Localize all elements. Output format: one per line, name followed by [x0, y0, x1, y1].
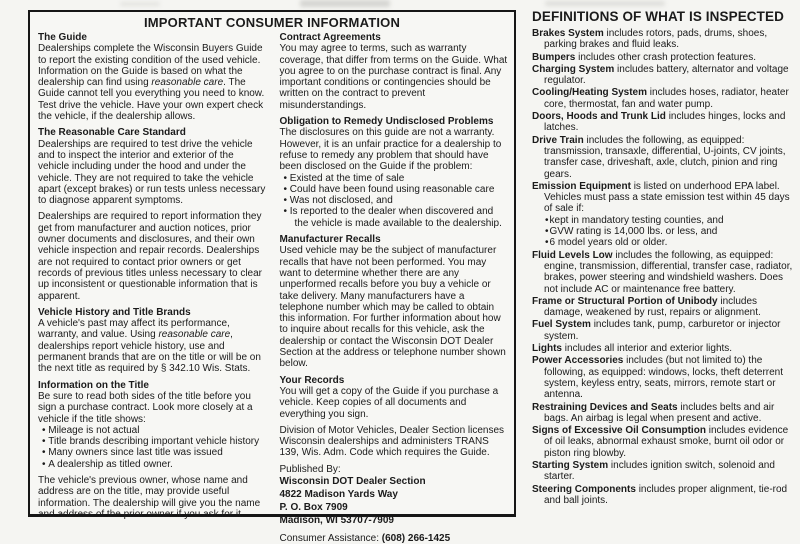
definition-text: includes battery, alternator and voltage regulator. [544, 63, 789, 87]
definition-term: Bumpers [532, 51, 576, 63]
definition-text: includes (but not limited to) the following, as equipped: windows, locks, theft deterrent system, keyless entry, seats, mirrors, remote start or antenna. [544, 355, 784, 401]
section-your-records [280, 375, 509, 459]
definition-item-emission-equipment [532, 181, 794, 249]
scan-artifact [120, 2, 160, 6]
definition-term: Restraining Devices and Seats [532, 401, 678, 413]
list-item: • kept in mandatory testing counties, and [545, 215, 794, 226]
definition-item-bumpers [532, 52, 794, 63]
list-item: • 6 model years old or older. [545, 237, 794, 248]
definition-term: Brakes System [532, 28, 604, 39]
text-run: , dealerships report vehicle history, use and permanent brands that are on the title or will be on the next title as required by § 342.10 Wis. Stats. [38, 329, 261, 375]
publisher-block [280, 464, 509, 544]
definition-text: includes hinges, locks and latches. [544, 111, 786, 134]
italic-run: reasonable care [151, 77, 224, 89]
paragraph [38, 43, 267, 122]
section-the-guide [38, 32, 267, 122]
definition-item-doors-hoods-trunk-lid [532, 111, 794, 134]
paragraph: Be sure to read both sides of the title before you sign a purchase contract. Look more closely at a vehicle if the title shows: [38, 390, 253, 425]
consumer-assistance-label: Consumer Assistance: [279, 532, 382, 544]
definition-term: Fuel System [532, 319, 591, 331]
list-item: • Was not disclosed, and [284, 195, 509, 206]
definition-term: Lights [532, 343, 562, 355]
definition-item-brakes-system [532, 28, 794, 51]
section-information-on-title [38, 380, 267, 521]
definition-text: includes ignition switch, solenoid and starter. [544, 459, 775, 483]
list-item: • Could have been found using reasonable care [284, 184, 509, 195]
publisher-city-state-zip: Madison, WI 53707-7909 [279, 514, 394, 526]
section-heading: Contract Agreements [279, 32, 381, 43]
section-heading: Vehicle History and Title Brands [38, 306, 191, 318]
list-item: • Existed at the time of sale [284, 173, 509, 184]
list-item: • GVW rating is 14,000 lbs. or less, and [545, 226, 794, 237]
section-manufacturer-recalls [280, 234, 509, 370]
definition-item-restraining-devices-seats [532, 402, 794, 425]
section-vehicle-history-title-brands [38, 307, 267, 375]
paragraph: Dealerships are required to test drive the vehicle and to inspect the interior and exterior of the vehicle including under the hood and under the vehicle. They are not required to take the vehicle apart (except brakes) or run tests unless necessary to diagnose apparent symptoms. [38, 138, 266, 207]
list-item: • A dealership as titled owner. [42, 459, 267, 470]
definition-term: Frame or Structural Portion of Unibody [532, 295, 718, 307]
definition-term: Drive Train [532, 134, 584, 146]
definition-term: Charging System [532, 63, 615, 75]
definition-item-drive-train [532, 135, 794, 180]
list-item: • Title brands describing important vehicle history [42, 436, 267, 447]
definition-text: includes belts and air bags. An airbag is legal when present and active. [544, 401, 775, 424]
section-heading: Manufacturer Recalls [279, 234, 381, 246]
definition-term: Power Accessories [532, 355, 624, 367]
list-item: • Is reported to the dealer when discovered and the vehicle is made available to the dealership. [284, 206, 509, 229]
definition-term: Signs of Excessive Oil Consumption [532, 425, 706, 437]
definition-term: Fluid Levels Low [532, 249, 613, 261]
title-warning-list [38, 425, 267, 470]
italic-run: reasonable care [158, 329, 231, 341]
paragraph: The disclosures on this guide are not a warranty. However, it is an unfair practice for a dealership to refuse to remedy any problem that should have been disclosed on the Guide if the problem: [279, 127, 502, 173]
definition-term: Doors, Hoods and Trunk Lid [532, 111, 666, 123]
publisher-name: Wisconsin DOT Dealer Section [279, 475, 426, 487]
text-run: A vehicle's past may affect its performance, warranty, and value. Using [38, 318, 230, 341]
definition-item-steering-components [532, 484, 794, 507]
definition-term: Cooling/Heating System [532, 87, 648, 99]
paragraph: Used vehicle may be the subject of manufacturer recalls that have not been performed. You may want to determine whether there are any unperformed recalls before you buy a vehicle or take delivery. Many manufacturers have a telephone number which may be called to obtain this information. For further information about how to inquire about recalls for this vehicle, ask the dealership or contact the Wisconsin DOT Dealer Section at the address or telephone number shown below. [279, 245, 506, 370]
consumer-info-column-1 [38, 31, 267, 544]
definition-text: includes proper alignment, tie-rod and ball joints. [544, 483, 788, 506]
definition-text: includes tank, pump, carburetor or injector system. [544, 319, 781, 342]
paragraph: The vehicle's previous owner, whose name and address are on the title, may provide useful information. The dealership will give you the name and address of the prior owner if you ask for it. [38, 474, 261, 520]
definition-text: includes evidence of oil leaks, abnormal exhaust smoke, burnt oil odor or piston ring blowby. [544, 425, 789, 459]
definition-text: includes the following, as equipped: transmission, transaxle, differential, U-joints, CV joints, transfer case, driveshaft, axle, clutch, pinion and ring gears. [544, 134, 786, 180]
consumer-info-column-2 [280, 31, 509, 544]
definition-item-fluid-levels-low [532, 250, 794, 295]
paragraph: You will get a copy of the Guide if you purchase a vehicle. Keep copies of all documents and everything you sign. [279, 385, 499, 420]
consumer-info-title: IMPORTANT CONSUMER INFORMATION [143, 15, 401, 30]
definition-text: includes damage, weakened by rust, repairs or alignment. [544, 295, 761, 319]
section-heading: Information on the Title [38, 379, 149, 391]
paragraph: Division of Motor Vehicles, Dealer Section licenses Wisconsin dealerships and administers TRANS 139, Wis. Adm. Code which requires the Guide. [279, 424, 505, 459]
definition-item-frame-unibody [532, 296, 794, 319]
section-heading: Obligation to Remedy Undisclosed Problems [279, 116, 494, 128]
list-item: • Many owners since last title was issued [42, 447, 267, 458]
paragraph: Dealerships are required to report information they get from manufacturer and auction notices, prior owner documents and disclosures, and their own vehicle inspection and repair records. Dealerships are not required to contact prior owners or get records of previous titles unless necessary to clear up inconsistent or questionable information that is apparent. [38, 211, 262, 302]
section-heading: The Guide [38, 32, 87, 43]
definition-item-starting-system [532, 460, 794, 483]
definition-item-lights [532, 343, 794, 354]
definitions-panel [532, 9, 794, 506]
publisher-po-box: P. O. Box 7909 [279, 501, 348, 513]
section-heading: Your Records [279, 374, 345, 386]
consumer-info-panel [28, 10, 516, 544]
text-run: Dealerships complete the Wisconsin Buyers Guide to report the existing condition of the used vehicle. Information on the Guide is based on what the dealership can find using [38, 43, 263, 89]
scan-artifact [300, 0, 390, 7]
consumer-assistance-phone: (608) 266-1425 [381, 532, 451, 544]
paragraph: You may agree to terms, such as warranty coverage, that differ from terms on the Guide. What you agree to on the purchase contract is final. Any important conditions or contingencies should be written on the contract to prevent misunderstandings. [279, 43, 508, 111]
emission-conditions-list [544, 215, 794, 249]
text-run: . The Guide cannot tell you everything you need to know. Test drive the vehicle. Have your own expert check the vehicle, if the dealership allows. [38, 77, 265, 123]
published-by-label: Published By: [279, 463, 341, 475]
definition-item-fuel-system [532, 319, 794, 342]
definition-text: includes rotors, pads, drums, shoes, parking brakes and fluid leaks. [544, 28, 768, 51]
problem-conditions-list [280, 173, 509, 229]
consumer-assistance-line [280, 533, 509, 544]
definition-item-charging-system [532, 64, 794, 87]
paragraph [38, 318, 267, 374]
definition-text: includes other crash protection features. [578, 51, 757, 63]
scan-artifact [545, 1, 665, 6]
section-obligation-to-remedy [280, 116, 509, 229]
definition-term: Steering Components [532, 483, 636, 495]
definition-term: Emission Equipment [532, 180, 631, 192]
definition-text: includes the following, as equipped: engine, transmission, differential, transfer case, radiator, brakes, power steering and windshield washers. Does not include AC or maintenance free battery. [544, 249, 793, 295]
section-contract-agreements [280, 32, 509, 111]
definition-text: includes hoses, radiator, heater core, thermostat, fan and water pump. [544, 87, 789, 110]
definition-term: Starting System [532, 459, 609, 471]
definition-item-power-accessories [532, 355, 794, 400]
definition-item-cooling-heating-system [532, 87, 794, 110]
consumer-info-columns [30, 30, 514, 544]
list-item: • Mileage is not actual [42, 425, 267, 436]
definitions-title: DEFINITIONS OF WHAT IS INSPECTED [532, 9, 784, 24]
definition-item-excessive-oil-consumption [532, 425, 794, 459]
publisher-street: 4822 Madison Yards Way [279, 488, 398, 500]
definition-text: includes all interior and exterior lights. [564, 343, 733, 355]
section-reasonable-care-standard [38, 127, 267, 301]
definition-text: is listed on underhood EPA label. Vehicles must pass a state emission test within 45 days of sale if: [544, 180, 790, 215]
section-heading: The Reasonable Care Standard [38, 127, 186, 139]
